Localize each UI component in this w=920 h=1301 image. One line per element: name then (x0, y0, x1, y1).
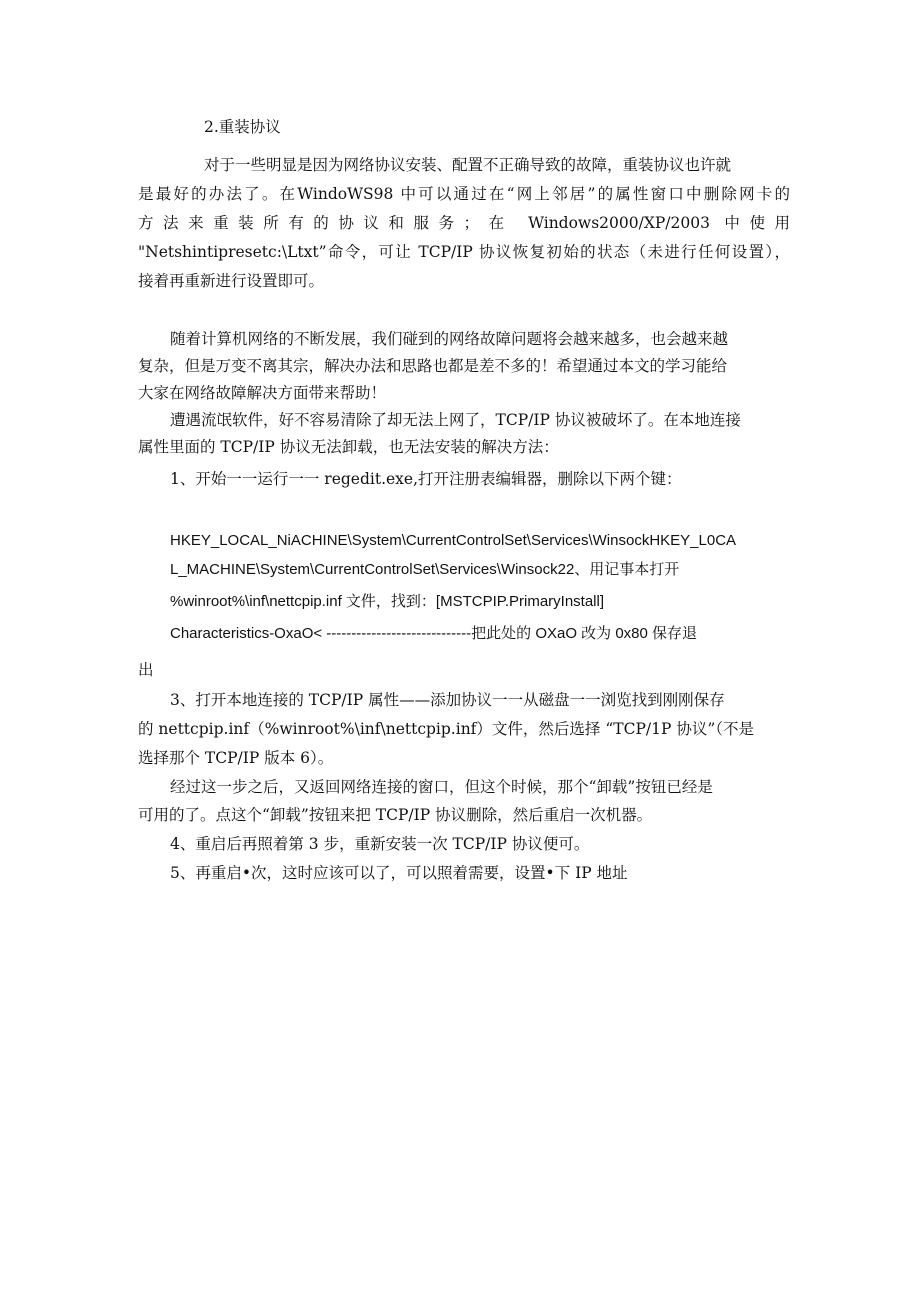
registry-line-4: Characteristics-OxaO< -----------------------------把此处的 OXaO 改为 0x80 保存退 (170, 625, 698, 642)
registry-line-2: L_MACHINE\System\CurrentControlSet\Services\Winsock22、用记事本打开 (170, 561, 680, 578)
step1-text: 1、开始一一运行一一 regedit.exe,打开注册表编辑器，删除以下两个键： (170, 470, 682, 488)
step5-text: 5、再重启•次，这时应该可以了，可以照着需要，设置•下 IP 地址 (170, 864, 628, 882)
step4-text: 4、重启后再照着第 3 步，重新安装一次 TCP/IP 协议便可。 (170, 835, 590, 853)
para2-line-3: 大家在网络故障解决方面带来帮助！ (138, 384, 387, 402)
para4-line-2: 可用的了。点这个“卸载”按钮来把 TCP/IP 协议删除，然后重启一次机器。 (138, 806, 653, 824)
para1-line-4: "Netshintipresetc:\Ltxt”命令，可让 TCP/IP 协议恢复初始的状态（未进行任何设置）， (138, 243, 790, 261)
para3-line-1: 遭遇流氓软件，好不容易清除了却无法上网了，TCP/IP 协议被破坏了。在本地连接 (170, 411, 741, 429)
para1-line-1: 对于一些明显是因为网络协议安装、配置不正确导致的故障，重装协议也许就 (204, 156, 732, 174)
para2-line-2: 复杂，但是万变不离其宗，解决办法和思路也都是差不多的！希望通过本文的学习能给 (138, 357, 728, 375)
step3-line-2: 的 nettcpip.inf（%winroot%\inf\nettcpip.inf）文件，然后选择 “TCP/1P 协议”（不是 (138, 720, 755, 738)
para1-line-3: 方法来重装所有的协议和服务；在 Windows2000/XP/2003 中使用 (138, 214, 790, 232)
para1-line-2: 是最好的办法了。在WindoWS98 中可以通过在“网上邻居”的属性窗口中删除网卡的 (138, 185, 790, 203)
para1-line-5: 接着再重新进行设置即可。 (138, 272, 325, 290)
registry-line-3: %winroot%\inf\nettcpip.inf 文件，找到：[MSTCPIP.PrimaryInstall] (170, 593, 605, 610)
para4-line-1: 经过这一步之后，又返回网络连接的窗口，但这个时候，那个“卸载”按钮已经是 (170, 778, 713, 796)
para3-line-2: 属性里面的 TCP/IP 协议无法卸载，也无法安装的解决方法： (138, 438, 559, 456)
registry-tail: 出 (138, 661, 154, 679)
para2-line-1: 随着计算机网络的不断发展，我们碰到的网络故障问题将会越来越多，也会越来越 (170, 330, 729, 348)
step3-line-1: 3、打开本地连接的 TCP/IP 属性——添加协议一一从磁盘一一浏览找到刚刚保存 (170, 691, 725, 709)
section-heading: 2.重装协议 (204, 118, 281, 136)
step3-line-3: 选择那个 TCP/IP 版本 6）。 (138, 749, 334, 767)
registry-line-1: HKEY_LOCAL_NiACHINE\System\CurrentControlSet\Services\WinsockHKEY_L0CA (170, 532, 737, 549)
